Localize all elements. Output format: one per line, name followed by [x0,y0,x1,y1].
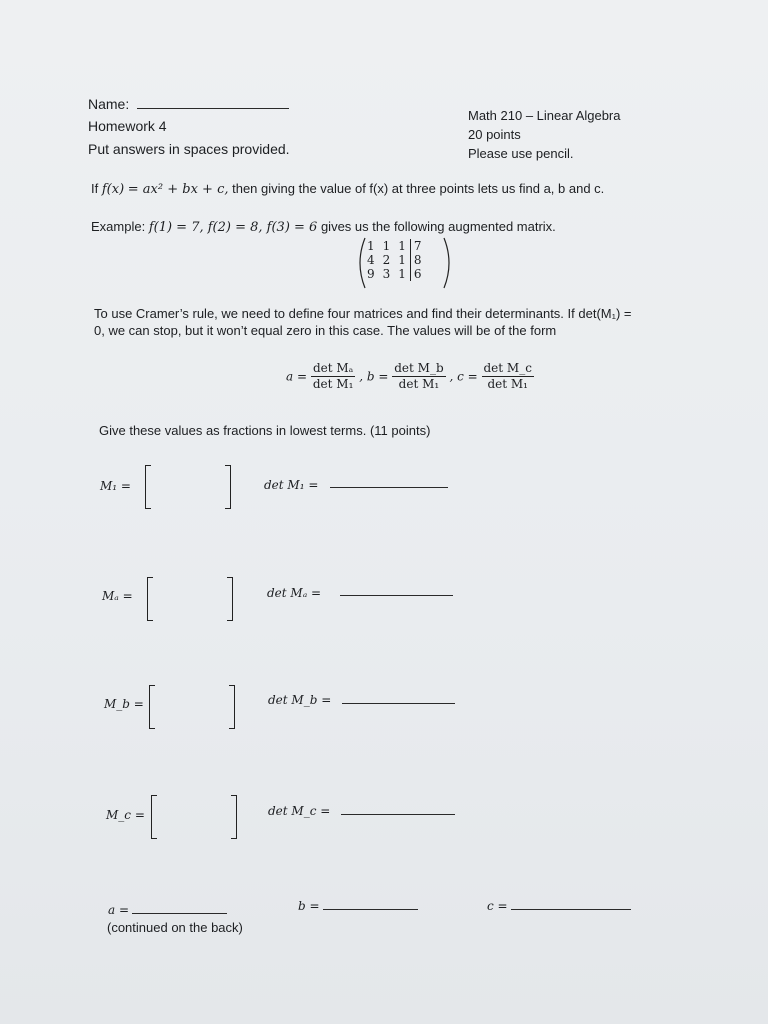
answer-c [487,898,631,915]
answer-c-label: c = [487,899,508,913]
answer-a-label: a = [108,903,130,917]
matrix-table [363,239,426,281]
mb-det-label: det M_b = [268,693,332,707]
matrix-row-mb [0,685,768,745]
cramer-line-1: To use Cramer’s rule, we need to define four matrices and find their determinants. If det(M₁) = [94,306,632,321]
cramer-formula [286,361,534,392]
matrix-cell: 8 [410,253,425,267]
m1-bracket-right [225,465,231,509]
mb-bracket-left [149,685,155,729]
m1-det-blank[interactable] [330,487,448,488]
frac-b-den: det M₁ [398,377,440,391]
frac-a-num: det Mₐ [311,361,356,377]
homework-title: Homework 4 [88,118,167,134]
ma-bracket-right [227,577,233,621]
intro-if: If [91,181,99,196]
matrix-row [363,239,426,253]
intro-expr: = ax² + bx + c, [127,182,229,197]
fractions-note: Give these values as fractions in lowest terms. (11 points) [99,423,431,438]
matrix-cell: 1 [382,239,391,253]
frac-a [311,361,356,392]
m1-matrix-entry[interactable] [145,465,235,511]
matrix-row [363,267,426,281]
cramer-line-2: 0, we can stop, but it won’t equal zero in this case. The values will be of the form [94,323,557,338]
intro-rest: then giving the value of f(x) at three points lets us find a, b and c. [232,181,605,196]
intro-fx: f(x) [101,182,125,197]
augmented-matrix [357,236,452,290]
matrix-cell: 3 [382,267,391,281]
matrix-cell: 2 [382,253,391,267]
matrix-cell: 7 [410,239,425,253]
frac-c [482,361,534,392]
ma-label: Mₐ = [102,589,133,603]
m1-bracket-left [145,465,151,509]
mc-det-label: det M_c = [268,804,331,818]
matrix-row-m1 [0,465,768,525]
example-rest: gives us the following augmented matrix. [320,219,556,234]
example-expr: f(1) = 7, f(2) = 8, f(3) = 6 [148,220,318,235]
mc-matrix-entry[interactable] [151,795,241,841]
answer-b [298,898,418,915]
formula-c-eq: , c = [449,369,478,384]
matrix-cell: 1 [398,267,406,281]
intro-line [91,180,604,198]
matrix-row-mc [0,795,768,855]
frac-c-num: det M_c [483,361,532,375]
mc-label: M_c = [106,808,145,822]
frac-a-den: det M₁ [312,377,354,391]
formula-b-eq: , b = [359,369,389,384]
name-label: Name: [88,96,130,112]
frac-b [392,361,445,392]
formula-a-eq: a = [286,369,308,384]
instructions: Put answers in spaces provided. [88,141,290,157]
answer-a-blank[interactable] [132,913,227,914]
mc-bracket-left [151,795,157,839]
name-blank[interactable] [137,108,289,109]
matrix-cell: 4 [367,253,375,267]
matrix-row [363,253,426,267]
example-line [91,218,556,236]
m1-label: M₁ = [100,479,131,493]
points: 20 points [468,127,521,142]
name-line [88,96,289,113]
mb-matrix-entry[interactable] [149,685,239,731]
answer-a [108,902,227,919]
mb-det-blank[interactable] [342,703,455,704]
ma-bracket-left [147,577,153,621]
mc-bracket-right [231,795,237,839]
ma-matrix-entry[interactable] [147,577,237,623]
matrix-cell: 9 [367,267,375,281]
m1-det-label: det M₁ = [264,478,319,492]
matrix-row-ma [0,577,768,637]
ma-det-blank[interactable] [340,595,453,596]
matrix-cell: 1 [398,239,406,253]
answer-c-blank[interactable] [511,909,631,910]
ma-det-label: det Mₐ = [267,586,322,600]
example-label: Example: [91,219,146,234]
matrix-cell: 1 [367,239,375,253]
matrix-cell: 6 [410,267,425,281]
answer-b-label: b = [298,899,320,913]
frac-b-num: det M_b [394,361,444,375]
course-title: Math 210 – Linear Algebra [468,108,621,123]
answer-b-blank[interactable] [323,909,418,910]
frac-c-den: det M₁ [487,377,528,391]
mb-label: M_b = [104,697,144,711]
mb-bracket-right [229,685,235,729]
pencil-note: Please use pencil. [468,146,574,161]
matrix-cell: 1 [398,253,406,267]
continued-note: (continued on the back) [107,920,243,935]
mc-det-blank[interactable] [341,814,455,815]
